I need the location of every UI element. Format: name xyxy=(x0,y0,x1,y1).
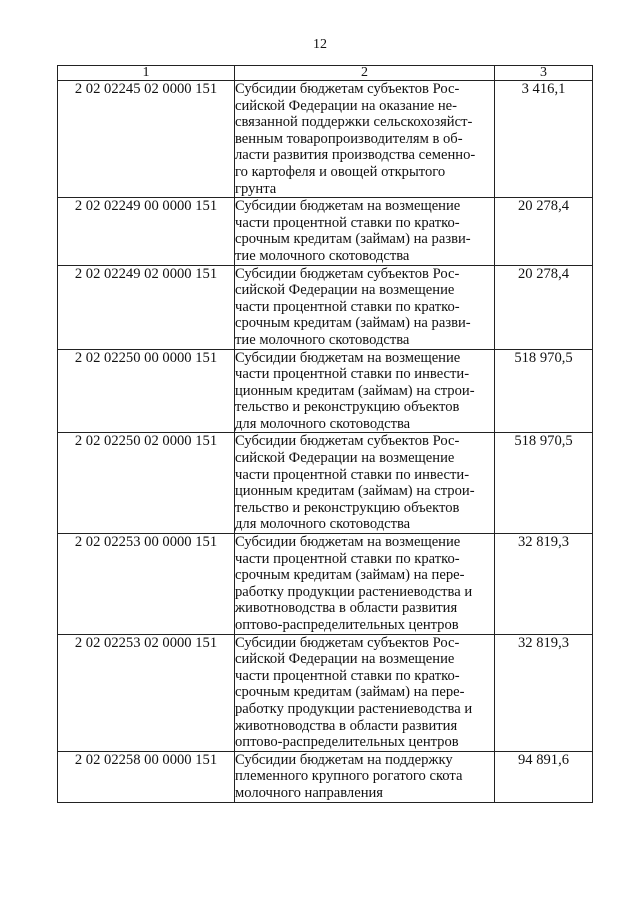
table-row xyxy=(58,751,593,802)
description-line: части процентной ставки по кратко- xyxy=(235,298,460,315)
page-number: 12 xyxy=(313,37,327,52)
budget-code-cell: 2 02 02249 00 0000 151 xyxy=(58,198,235,265)
table-row xyxy=(58,534,593,635)
description-line: сийской Федерации на оказание не- xyxy=(235,97,457,114)
description-line: связанной поддержки сельскохозяйст- xyxy=(235,114,473,131)
description-line: ционным кредитам (займам) на строи- xyxy=(235,483,475,500)
description-cell xyxy=(235,198,495,265)
description-line: оптово-распределительных центров xyxy=(235,734,459,751)
description-cell xyxy=(235,433,495,534)
budget-code-cell: 2 02 02250 02 0000 151 xyxy=(58,433,235,534)
description-line: тельство и реконструкцию объектов xyxy=(235,399,460,416)
description-line: тие молочного скотоводства xyxy=(235,247,410,264)
description-line: части процентной ставки по кратко- xyxy=(235,550,460,567)
amount-cell: 32 819,3 xyxy=(495,634,593,751)
amount-cell: 518 970,5 xyxy=(495,433,593,534)
description-line: Субсидии бюджетам субъектов Рос- xyxy=(235,433,460,450)
amount-cell: 518 970,5 xyxy=(495,349,593,433)
description-line: ласти развития производства семенно- xyxy=(235,147,476,164)
budget-code-cell: 2 02 02245 02 0000 151 xyxy=(58,81,235,198)
description-line: тие молочного скотоводства xyxy=(235,331,410,348)
budget-code-cell: 2 02 02253 00 0000 151 xyxy=(58,534,235,635)
description-line: молочного направления xyxy=(235,784,384,801)
table-row xyxy=(58,634,593,751)
description-line: Субсидии бюджетам на возмещение xyxy=(235,198,461,215)
amount-cell: 3 416,1 xyxy=(495,81,593,198)
description-line: работку продукции растениеводства и xyxy=(235,700,473,717)
description-line: ционным кредитам (займам) на строи- xyxy=(235,382,475,399)
amount-cell: 20 278,4 xyxy=(495,265,593,349)
description-line: грунта xyxy=(235,180,277,197)
description-line: части процентной ставки по инвести- xyxy=(235,366,470,383)
description-line: срочным кредитам (займам) на разви- xyxy=(235,231,471,248)
description-line: части процентной ставки по инвести- xyxy=(235,466,470,483)
budget-revenue-table xyxy=(57,65,593,803)
table-row xyxy=(58,81,593,198)
description-cell xyxy=(235,265,495,349)
description-line: сийской Федерации на возмещение xyxy=(235,651,455,668)
description-line: тельство и реконструкцию объектов xyxy=(235,499,460,516)
table-row xyxy=(58,433,593,534)
amount-cell: 20 278,4 xyxy=(495,198,593,265)
description-line: срочным кредитам (займам) на пере- xyxy=(235,684,465,701)
amount-cell: 32 819,3 xyxy=(495,534,593,635)
description-cell xyxy=(235,81,495,198)
description-line: Субсидии бюджетам субъектов Рос- xyxy=(235,634,460,651)
description-line: животноводства в области развития xyxy=(235,717,458,734)
description-line: оптово-распределительных центров xyxy=(235,617,459,633)
description-line: го картофеля и овощей открытого xyxy=(235,163,446,180)
description-line: Субсидии бюджетам субъектов Рос- xyxy=(235,81,460,97)
description-line: Субсидии бюджетам на возмещение xyxy=(235,349,461,366)
description-line: срочным кредитам (займам) на пере- xyxy=(235,567,465,584)
description-line: животноводства в области развития xyxy=(235,600,458,617)
budget-code-cell: 2 02 02258 00 0000 151 xyxy=(58,751,235,802)
description-cell xyxy=(235,751,495,802)
description-line: Субсидии бюджетам субъектов Рос- xyxy=(235,265,460,282)
description-line: племенного крупного рогатого скота xyxy=(235,768,463,785)
column-header-amount: 3 xyxy=(495,66,593,81)
budget-code-cell: 2 02 02250 00 0000 151 xyxy=(58,349,235,433)
description-line: части процентной ставки по кратко- xyxy=(235,214,460,231)
description-line: сийской Федерации на возмещение xyxy=(235,450,455,467)
description-line: для молочного скотоводства xyxy=(235,415,411,432)
column-header-name: 2 xyxy=(235,66,495,81)
table-row xyxy=(58,349,593,433)
description-line: срочным кредитам (займам) на разви- xyxy=(235,315,471,332)
description-line: Субсидии бюджетам на возмещение xyxy=(235,534,461,551)
description-line: венным товаропроизводителям в об- xyxy=(235,130,463,147)
description-line: работку продукции растениеводства и xyxy=(235,583,473,600)
table-row xyxy=(58,198,593,265)
description-cell xyxy=(235,534,495,635)
description-cell xyxy=(235,349,495,433)
description-line: части процентной ставки по кратко- xyxy=(235,667,460,684)
table-header-row xyxy=(58,66,593,81)
budget-code-cell: 2 02 02253 02 0000 151 xyxy=(58,634,235,751)
table-row xyxy=(58,265,593,349)
description-line: Субсидии бюджетам на поддержку xyxy=(235,751,453,768)
column-header-code: 1 xyxy=(58,66,235,81)
table-body xyxy=(58,81,593,803)
description-line: сийской Федерации на возмещение xyxy=(235,282,455,299)
description-line: для молочного скотоводства xyxy=(235,516,411,533)
description-cell xyxy=(235,634,495,751)
amount-cell: 94 891,6 xyxy=(495,751,593,802)
budget-code-cell: 2 02 02249 02 0000 151 xyxy=(58,265,235,349)
